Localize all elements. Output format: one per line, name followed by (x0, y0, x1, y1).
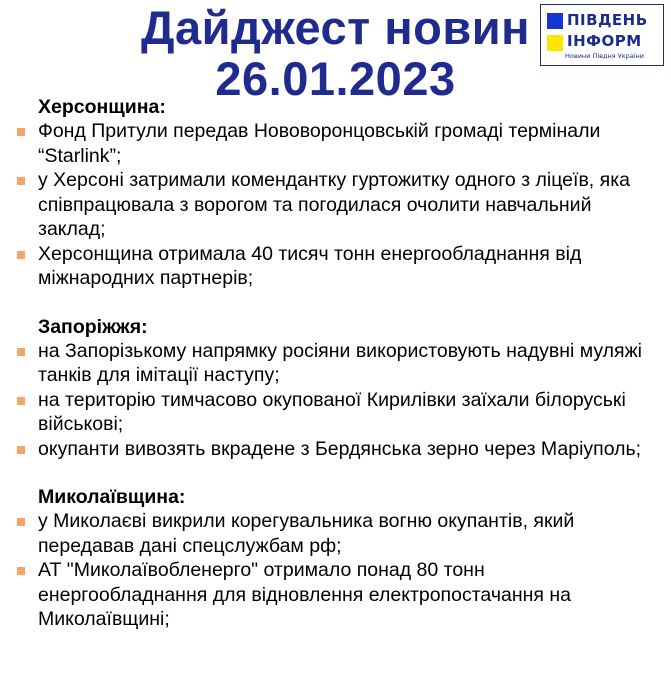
list-item-text: на територію тимчасово окупованої Кирилівки заїхали білоруські військові; (38, 388, 626, 435)
bullet-icon (17, 128, 25, 136)
bullet-icon (17, 251, 25, 259)
list-item (0, 339, 671, 388)
list-item-text: у Херсоні затримали комендантку гуртожитку одного з ліцеїв, яка співпрацювала з ворогом та погодилася очолити навчальний заклад; (38, 169, 630, 240)
list-item-text: Херсонщина отримала 40 тисяч тонн енергообладнання від міжнародних партнерів; (38, 242, 582, 289)
list-item-text: Фонд Притули передав Нововоронцовській громаді термінали “Starlink”; (38, 120, 601, 167)
list-item (0, 388, 671, 437)
section-zaporizhzhia (0, 315, 671, 462)
bullet-icon (17, 397, 25, 405)
logo-line-1: ПІВДЕНЬ (567, 11, 648, 29)
list-item-text: окупанти вивозять вкрадене з Бердянська зерно через Маріуполь; (38, 437, 642, 460)
logo-tagline: Новини Півдня України (565, 52, 644, 60)
list-item (0, 119, 671, 168)
bullet-icon (17, 446, 25, 454)
title-line-1: Дайджест новин (140, 1, 531, 54)
logo-blue-square (547, 13, 563, 29)
logo-yellow-square (547, 35, 563, 51)
section-kherson (0, 95, 671, 291)
section-title: Миколаївщина: (38, 486, 186, 508)
news-content (0, 95, 671, 632)
section-title: Запоріжжя: (38, 315, 148, 338)
list-item (0, 509, 671, 558)
list-item (0, 558, 671, 632)
bullet-icon (17, 518, 25, 526)
list-item-text: на Запорізькому напрямку росіяни використовують надувні муляжі танків для імітації наступу; (38, 339, 642, 386)
list-item-text: АТ "Миколаївобленерго" отримало понад 80 тонн енергообладнання для відновлення електропостачання на Миколаївщині; (38, 559, 571, 630)
list-item (0, 437, 671, 462)
bullet-icon (17, 177, 25, 185)
list-item (0, 168, 671, 242)
list-item-text: у Миколаєві викрили корегувальника вогню окупантів, який передавав дані спецслужбам рф; (38, 510, 575, 557)
list-item (0, 242, 671, 291)
title-date: 26.01.2023 (215, 52, 456, 105)
bullet-icon (17, 567, 25, 575)
logo-line-2: ІНФОРМ (567, 32, 642, 50)
section-mykolaiv (0, 485, 671, 632)
section-title: Херсонщина: (38, 96, 166, 118)
bullet-icon (17, 348, 25, 356)
pivden-inform-logo (540, 4, 664, 66)
